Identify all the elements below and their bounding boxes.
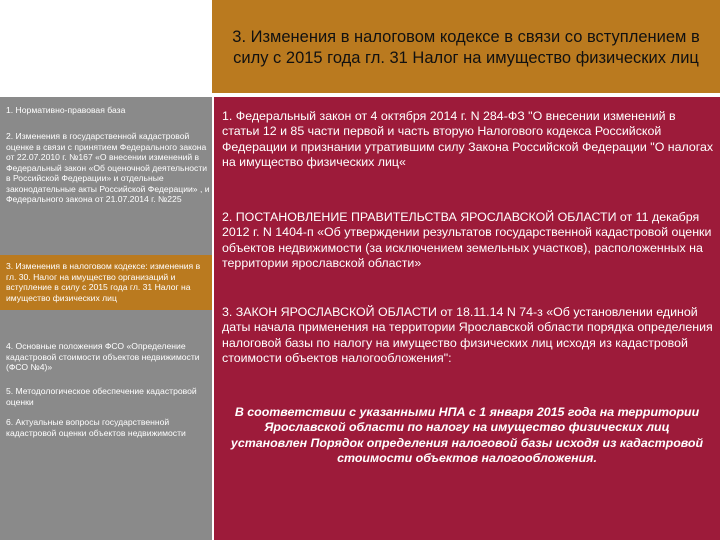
header-left-blank: [0, 0, 212, 93]
sidebar-toc: [0, 97, 212, 540]
slide-header: [212, 0, 720, 93]
toc-item-1: 1. Нормативно-правовая база: [6, 105, 126, 115]
toc-item-5: 5. Методологическое обеспечение кадастровой оценки: [6, 386, 197, 407]
toc-item-3-active: 3. Изменения в налоговом кодексе: изменения в гл. 30. Налог на имущество организаций и вступление в силу с 2015 года гл. 31 Налог на имущество физических лиц: [0, 255, 212, 310]
toc-item-4: 4. Основные положения ФСО «Определение кадастровой стоимости объектов недвижимости (ФСО №4)»: [6, 341, 200, 372]
paragraph-2: 2. ПОСТАНОВЛЕНИЕ ПРАВИТЕЛЬСТВА ЯРОСЛАВСКОЙ ОБЛАСТИ от 11 декабря 2012 г. N 1404-п «Об утверждении результатов государственной кадастровой оценки объектов недвижимости (за исключением земельных участков), расположенных на территории ярославской области»: [222, 210, 712, 270]
slide-title: 3. Изменения в налоговом кодексе в связи со вступлением в силу с 2015 года гл. 31 Налог на имущество физических лиц: [232, 27, 700, 67]
toc-item-6: 6. Актуальные вопросы государственной кадастровой оценки объектов недвижимости: [6, 417, 186, 438]
conclusion-text: В соответствии с указанными НПА с 1 января 2015 года на территории Ярославской области по налогу на имущество физических лиц установлен Порядок определения налоговой базы исходя из кадастровой стоимости объектов налогообложения.: [230, 405, 704, 465]
paragraph-1: 1. Федеральный закон от 4 октября 2014 г. N 284-ФЗ "О внесении изменений в статьи 12 и 85 части первой и часть вторую Налогового кодекса Российской Федерации и признании утратившим силу Закона Российской Федерации "О налогах на имущество физических лиц«: [222, 109, 714, 169]
content-panel: [214, 97, 720, 540]
paragraph-3: 3. ЗАКОН ЯРОСЛАВСКОЙ ОБЛАСТИ от 18.11.14 N 74-з «Об установлении единой даты начала применения на территории Ярославской области порядка определения налоговой базы по налогу на имущество физических лиц исходя из кадастровой стоимости объектов налогообложения":: [222, 305, 713, 365]
toc-item-2: 2. Изменения в государственной кадастровой оценке в связи с принятием Федерального закона от 22.07.2010 г. №167 «О внесении изменений в Федеральный закон «Об оценочной деятельности в Российской Федерации» и отдельные законодательные акты Российской Федерации» , и Федерального закона от 21.07.2014 г. №225: [6, 131, 210, 204]
